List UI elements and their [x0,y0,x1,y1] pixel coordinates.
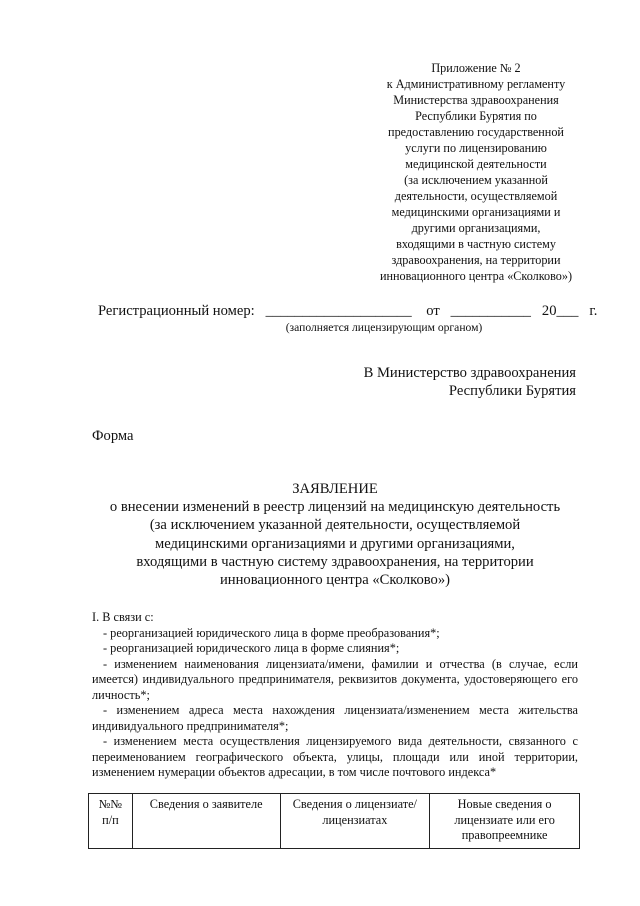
appendix-header [362,60,590,284]
registration-line [98,302,598,320]
registration-year-blank: 20___ [541,303,579,319]
appendix-line: к Административному регламенту [386,77,566,91]
title-heading: ЗАЯВЛЕНИЕ [292,481,378,497]
info-table [88,793,580,849]
section-1 [92,610,578,781]
appendix-line: входящими в частную систему [396,237,556,251]
appendix-line: деятельности, осуществляемой [394,189,558,203]
form-label: Форма [92,428,134,444]
addressee-line: В Министерство здравоохранения [363,365,576,381]
registration-number-blank: ____________________ [265,303,412,319]
registration-note: (заполняется лицензирующим органом) [285,321,483,334]
appendix-line: другими организациями, [411,221,541,235]
reason-item: - изменением места осуществления лицензируемого вида деятельности, связанного с переименованием географического объекта, улицы, площади или иной территории, изменением нумерации объектов адресации, в том числе почтового индекса* [92,734,578,779]
document-title [90,480,580,589]
reason-item: - изменением адреса места нахождения лицензиата/изменением места жительства индивидуального предпринимателя*; [92,703,578,733]
header-applicant: Сведения о заявителе [132,794,280,849]
registration-label: Регистрационный номер: [98,303,255,319]
title-line: о внесении изменений в реестр лицензий на медицинскую деятельность [109,499,561,516]
title-line: медицинскими организациями и другими организациями, [155,535,515,552]
reason-item: - реорганизацией юридического лица в форме преобразования*; [103,625,440,640]
reason-item: - изменением наименования лицензиата/имени, фамилии и отчества (в случае, если имеется) индивидуального предпринимателя, реквизитов документа, удостоверяющего его личность*; [92,656,578,702]
title-line: (за исключением указанной деятельности, осуществляемой [149,517,521,534]
registration-year-suffix: г. [589,303,598,319]
addressee [296,364,576,400]
header-licensee: Сведения о лицензиате/лицензиатах [280,794,430,849]
header-new-info: Новые сведения о лицензиате или его правопреемнике [430,794,580,849]
appendix-line: Приложение № 2 [431,61,521,75]
section-intro: I. В связи с: [92,610,154,624]
addressee-line: Республики Бурятия [448,383,576,399]
title-line: инновационного центра «Сколково») [219,572,451,589]
appendix-line: Министерства здравоохранения [393,93,559,107]
appendix-line: предоставлению государственной [388,125,564,139]
appendix-line: медицинскими организациями и [391,205,561,219]
appendix-line: Республики Бурятия по [415,109,537,123]
appendix-line: (за исключением указанной [404,173,548,187]
title-line: входящими в частную систему здравоохранения, на территории [136,553,534,570]
reason-item: - реорганизацией юридического лица в форме слияния*; [103,641,400,655]
appendix-line: услуги по лицензированию [405,141,547,155]
appendix-line: здравоохранения, на территории [391,253,561,267]
appendix-line: инновационного центра «Сколково») [379,269,573,283]
appendix-line: медицинской деятельности [405,157,547,171]
table-header-row [89,794,580,849]
registration-from-word: от [426,303,440,319]
header-number: №№ п/п [89,794,133,849]
registration-date-blank: ___________ [450,303,531,319]
